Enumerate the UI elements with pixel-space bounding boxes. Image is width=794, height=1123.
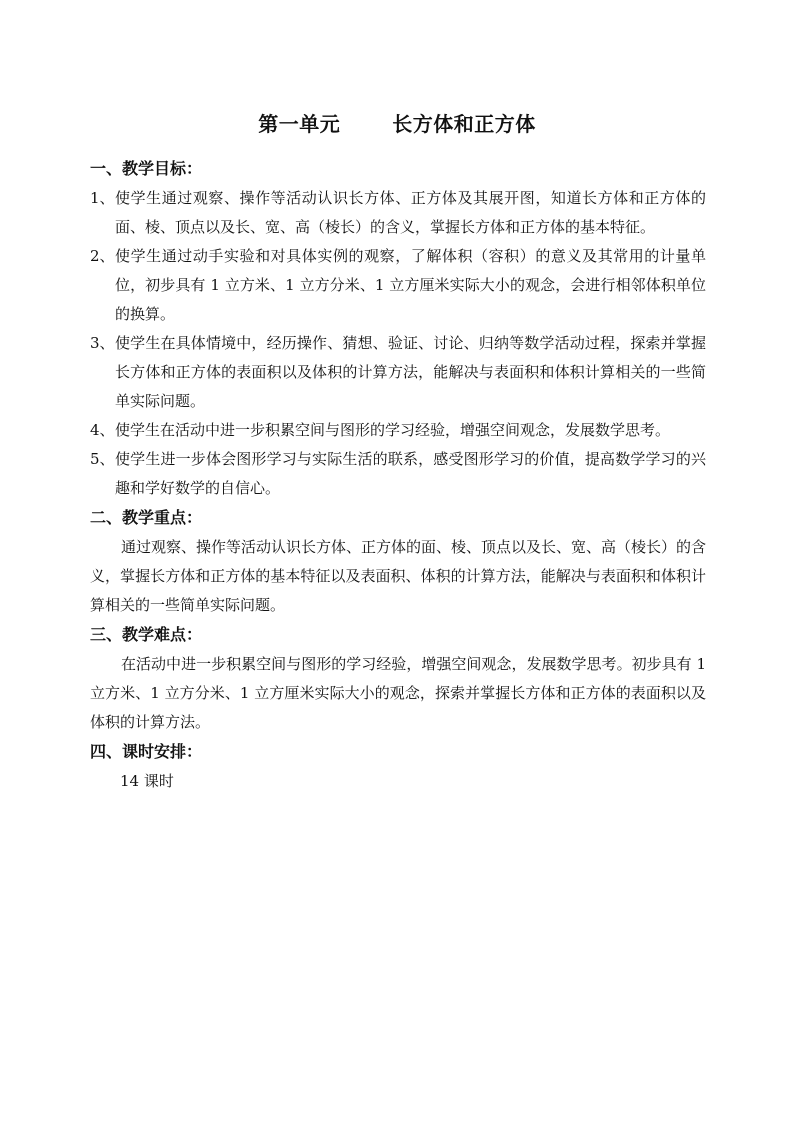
goal-number: 5、 [90,450,115,468]
page-title [0,108,794,137]
goal-text: 使学生通过观察、操作等活动认识长方体、正方体及其展开图，知道长方体和正方体的面、棱、顶点以及长、宽、高（棱长）的含义，掌握长方体和正方体的基本特征。 [115,189,706,236]
title-topic: 长方体和正方体 [392,112,536,136]
goal-number: 2、 [90,247,115,265]
document-body [90,154,706,796]
goal-text: 使学生在活动中进一步积累空间与图形的学习经验，增强空间观念，发展数学思考。 [115,421,671,439]
goal-number: 4、 [90,421,115,439]
goal-item-1 [90,184,706,242]
goal-number: 3、 [90,334,115,352]
goal-number: 1、 [90,189,115,207]
schedule-text: 14 课时 [120,772,174,790]
goal-item-3 [90,329,706,416]
difficulties-paragraph: 在活动中进一步积累空间与图形的学习经验，增强空间观念，发展数学思考。初步具有 1 立方米、1 立方分米、1 立方厘米实际大小的观念，探索并掌握长方体和正方体的表面积以及体积的计算方法。 [90,655,706,731]
goal-item-5 [90,445,706,503]
section-heading-difficulties: 三、教学难点： [90,625,203,644]
goal-text: 使学生进一步体会图形学习与实际生活的联系，感受图形学习的价值，提高数学学习的兴趣和学好数学的自信心。 [115,450,706,497]
section-heading-schedule: 四、课时安排： [90,742,203,761]
goal-item-2 [90,242,706,329]
key-points-paragraph: 通过观察、操作等活动认识长方体、正方体的面、棱、顶点以及长、宽、高（棱长）的含义，掌握长方体和正方体的基本特征以及表面积、体积的计算方法，能解决与表面积和体积计算相关的一些简单实际问题。 [90,538,707,614]
title-unit: 第一单元 [258,112,341,136]
section-heading-goals: 一、教学目标： [90,159,203,178]
goal-text: 使学生在具体情境中，经历操作、猜想、验证、讨论、归纳等数学活动过程，探索并掌握长方体和正方体的表面积以及体积的计算方法，能解决与表面积和体积计算相关的一些简单实际问题。 [115,334,706,410]
goal-text: 使学生通过动手实验和对具体实例的观察，了解体积（容积）的意义及其常用的计量单位，初步具有 1 立方米、1 立方分米、1 立方厘米实际大小的观念，会进行相邻体积单位的换算。 [115,247,706,323]
section-heading-key-points: 二、教学重点： [90,508,203,527]
goal-item-4 [90,416,706,445]
